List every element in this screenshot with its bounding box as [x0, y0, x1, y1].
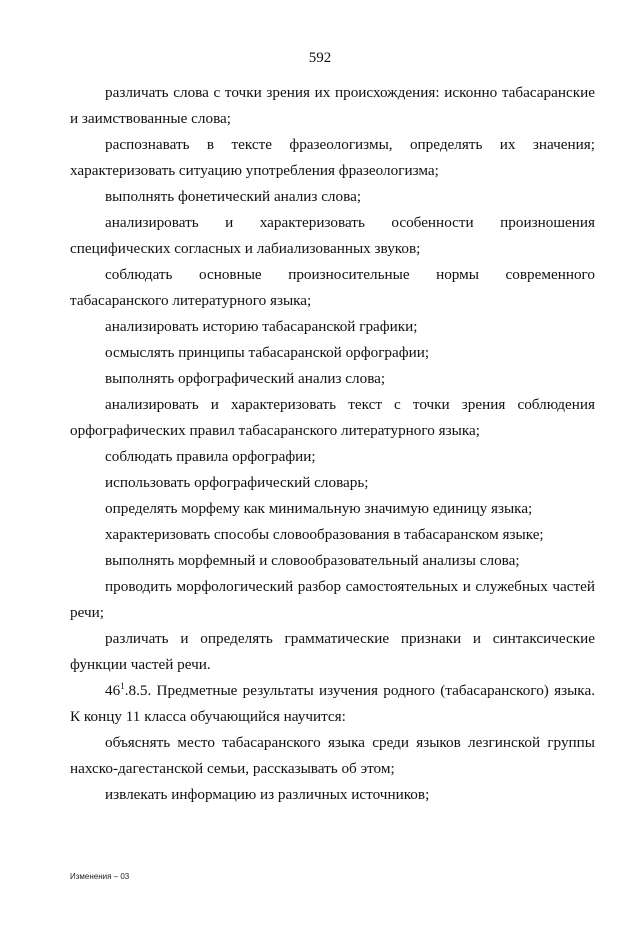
footer-revision-note: Изменения – 03 — [70, 872, 130, 881]
paragraph: осмыслять принципы табасаранской орфографии; — [105, 344, 430, 361]
paragraph: проводить морфологический разбор самостоятельных и служебных частей речи; — [70, 578, 595, 621]
paragraph: анализировать и характеризовать особенности произношения специфических согласных и лабиализованных звуков; — [70, 214, 595, 257]
paragraph: соблюдать правила орфографии; — [105, 448, 316, 465]
paragraph: анализировать и характеризовать текст с точки зрения соблюдения орфографических правил табасаранского литературного языка; — [70, 396, 595, 439]
paragraph: извлекать информацию из различных источников; — [105, 786, 430, 803]
paragraph: соблюдать основные произносительные нормы современного табасаранского литературного языка; — [70, 266, 595, 309]
section-heading — [70, 678, 595, 730]
paragraph: различать и определять грамматические признаки и синтаксические функции частей речи. — [70, 630, 595, 673]
section-number-rest: .8.5. — [124, 682, 157, 699]
section-number-main: 46 — [105, 682, 121, 699]
paragraph: выполнять морфемный и словообразовательный анализы слова; — [105, 552, 520, 569]
paragraph: распознавать в тексте фразеологизмы, определять их значения; характеризовать ситуацию употребления фразеологизма; — [70, 136, 595, 179]
paragraph: определять морфему как минимальную значимую единицу языка; — [105, 500, 533, 517]
paragraph: анализировать историю табасаранской графики; — [105, 318, 418, 335]
paragraph: объяснять место табасаранского языка среди языков лезгинской группы нахско-дагестанской семьи, рассказывать об этом; — [70, 734, 595, 777]
section-number-sup: 1 — [120, 680, 125, 691]
section-text: Предметные результаты изучения родного (табасаранского) языка. К концу 11 класса обучающийся научится: — [70, 682, 595, 725]
paragraph: различать слова с точки зрения их происхождения: исконно табасаранские и заимствованные слова; — [70, 84, 595, 127]
paragraph: характеризовать способы словообразования в табасаранском языке; — [105, 526, 544, 543]
paragraph: выполнять фонетический анализ слова; — [105, 188, 362, 205]
page-number: 592 — [308, 50, 332, 66]
document-body — [70, 80, 595, 808]
paragraph: использовать орфографический словарь; — [105, 474, 369, 491]
paragraph: выполнять орфографический анализ слова; — [105, 370, 386, 387]
